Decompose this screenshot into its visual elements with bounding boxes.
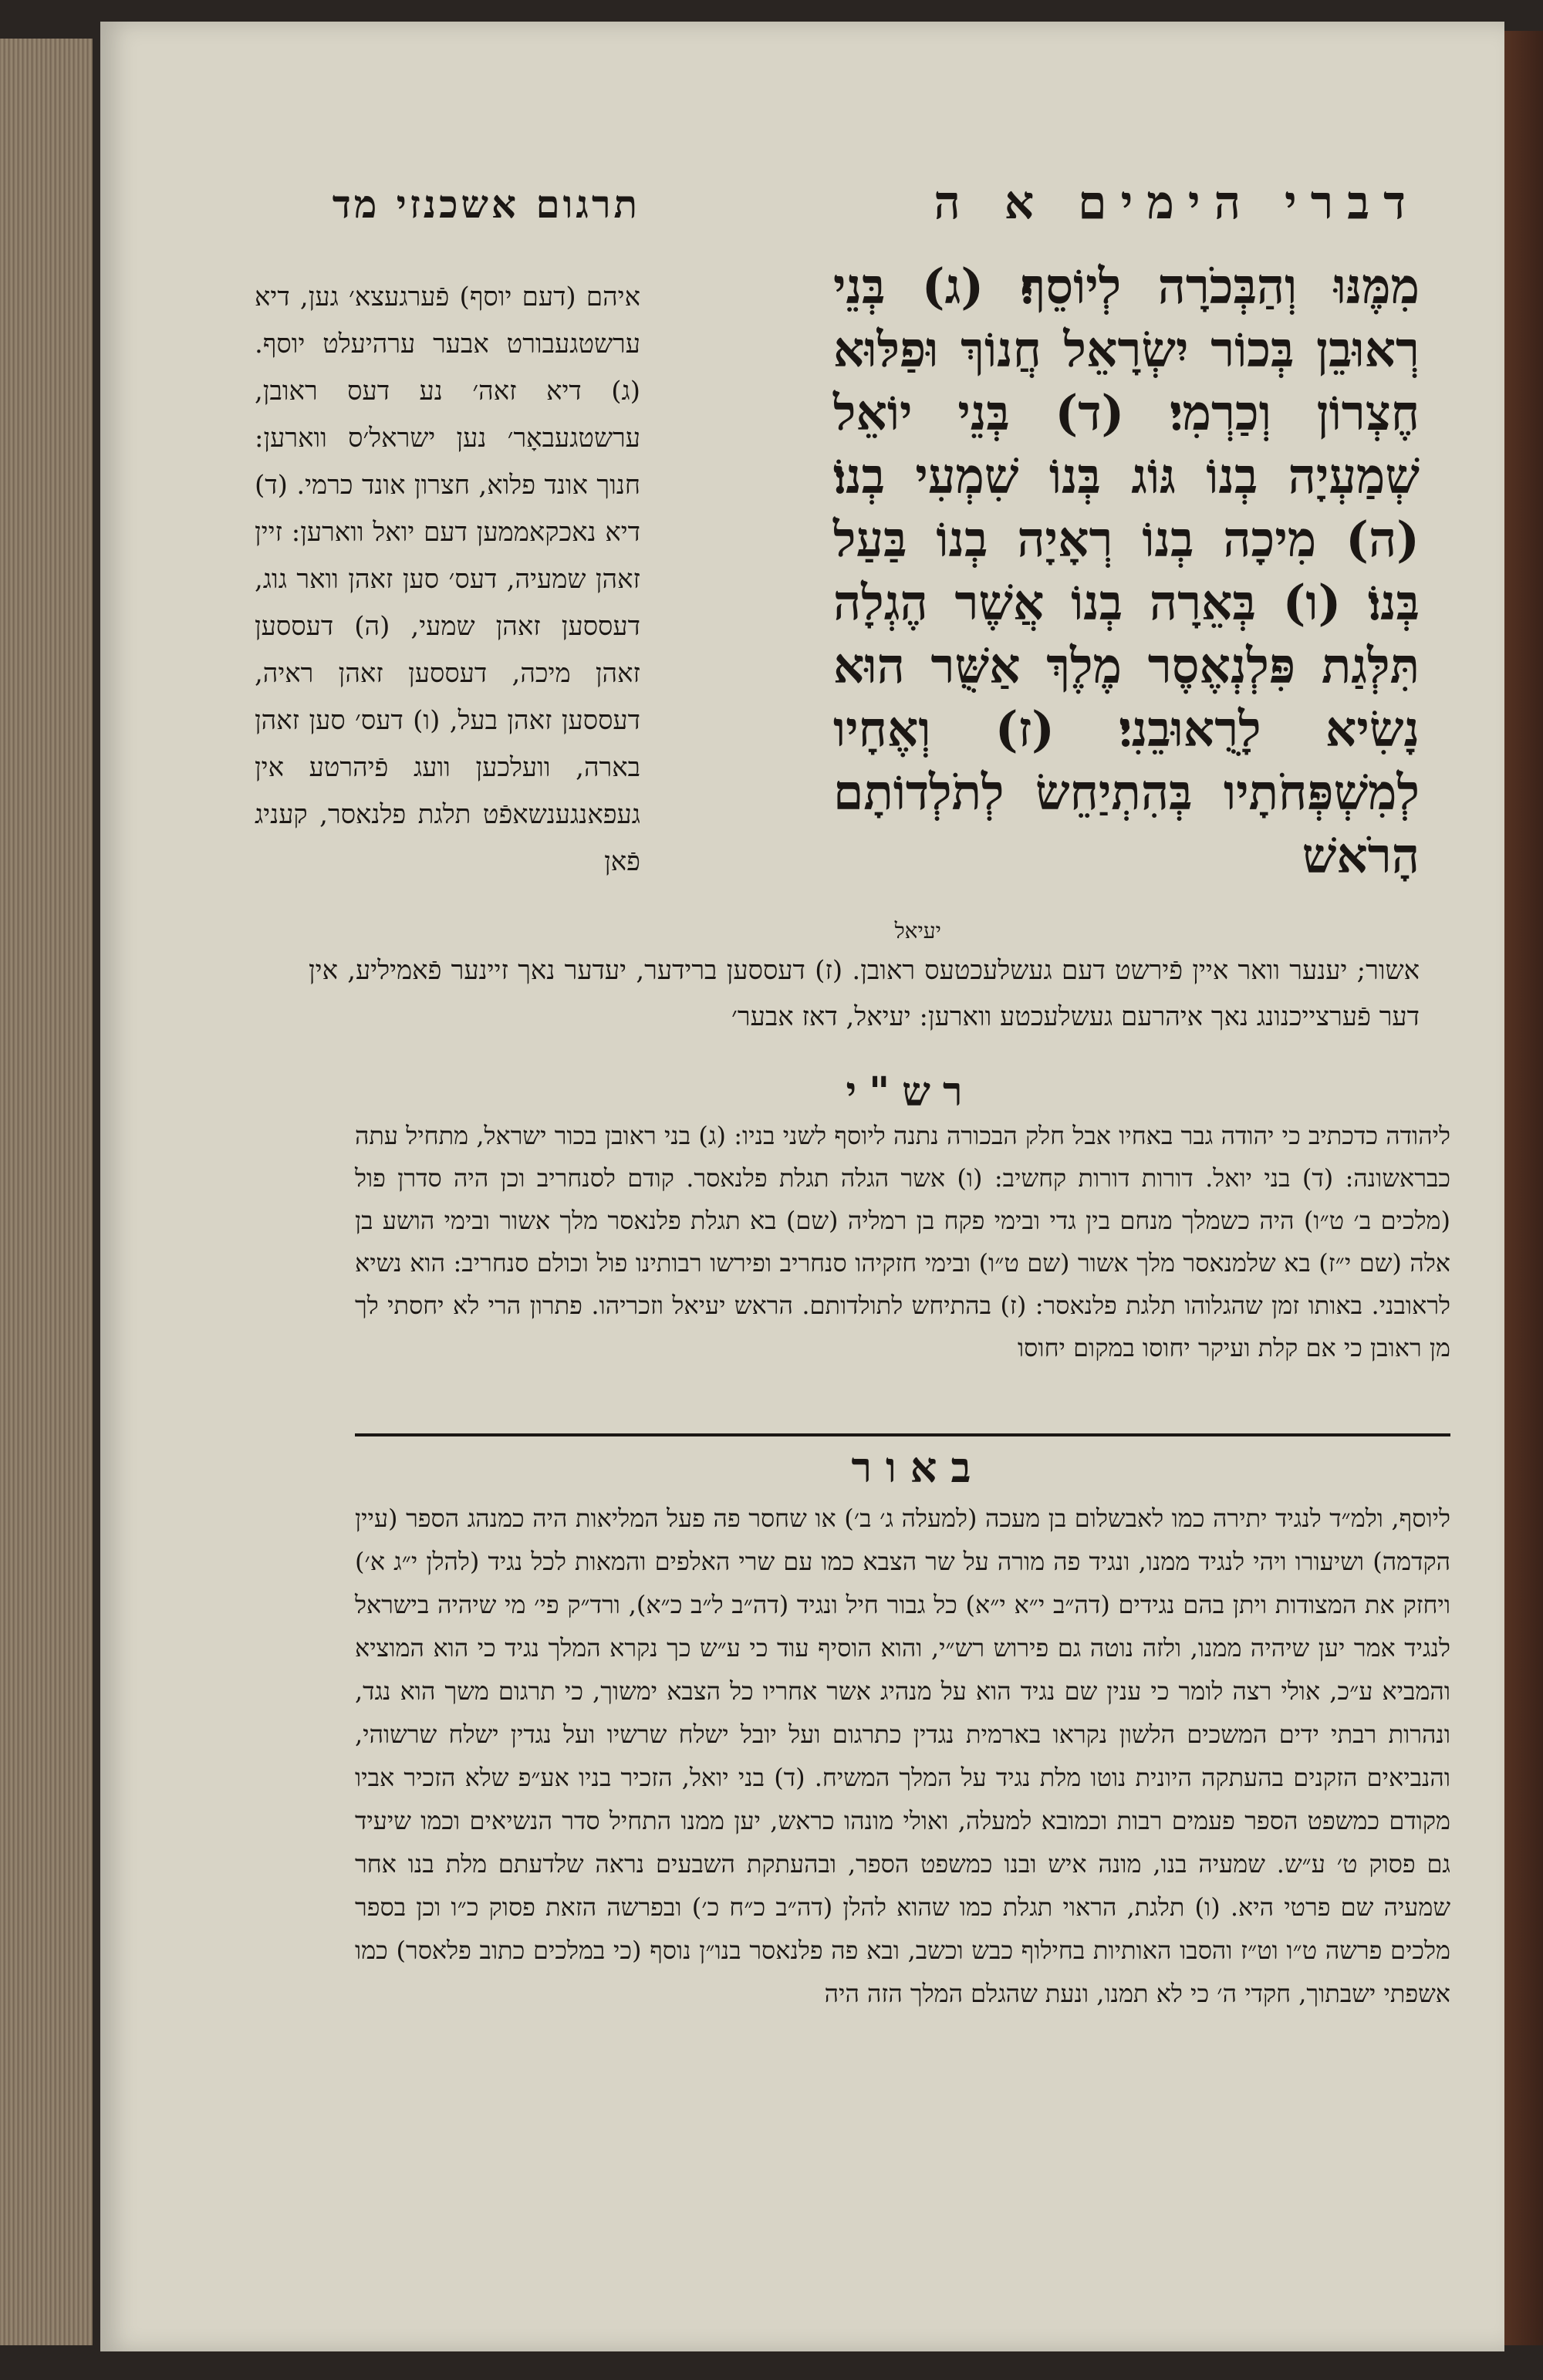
targum-continuation: אשור; יענער וואר איין פֿירשט דעם געשלעכטעס ראובן. (ז) דעססען ברידער, יעדער נאך זיינער פֿאמיליע, אין דער פֿערצייכנונג נאך איהרעם געשלעכטע ווארען: יעיאל, דאז אבער׳: [309, 955, 1420, 1032]
catchword: יעיאל: [894, 918, 941, 944]
running-head-targum: תרגום אשכנזי מד: [332, 181, 640, 227]
biur-commentary: ליוסף, ולמ״ד לנגיד יתירה כמו לאבשלום בן מעכה (למעלה ג׳ ב׳) או שחסר פה פעל המליאות היה כמנהג הספר (עיין הקדמה) ושיעורו ויהי לנגיד ממנו, ונגיד פה מורה על שר הצבא כמו עם שרי האלפים והמאות לכל נגיד (להלן י״ג א׳) ויחזק את המצודות ויתן בהם נגידים (דה״ב י״א י״א) כל גבור חיל ונגיד (דה״ב ל״ב כ״א), ורד״ק פי׳ מי שיהיה בישראל לנגיד אמר יען שיהיה ממנו, ולזה נוטה גם פירוש רש״י, והוא הוסיף עוד כי ע״ש כך נקרא המלך נגיד כי הוא המוציא והמביא ע״כ, אולי רצה לומר כי ענין שם נגיד הוא על מנהיג אשר אחריו כל הצבא ימשוך, כי תרגום משך הוא נגד, ונהרות רבתי ידים המשכים הלשון נקראו בארמית נגדין כתרגום ועל יובל ישלח שרשיו ועל נגדין ישלח שרשוהי, והנביאים הזקנים בהעתקה היונית נוטו מלת נגיד על המלך המשיח. (ד) בני יואל, הזכיר בניו אע״פ שלא הזכיר אביו מקודם כמשפט הספר פעמים רבות וכמובא למעלה, ואולי מונהו כראש, יען ממנו התחיל סדר הנשיאים וכמו שיעיד גם פסוק ט׳ ע״ש. שמעיה בנו, מונה איש ובנו כמשפט הספר, ובהעתקת השבעים נראה שלדעתם מלת בנו אחר שמעיה שם פרטי היא. (ו) תלגת, הראוי תגלת כמו שהוא להלן (דה״ב כ״ח כ׳) ובפרשה הזאת פסוק כ״ו וכן בספר מלכים פרשה ט״ו וט״ז והסבו האותיות בחילוף כבש וכשב, ובא פה פלנאסר בנו״ן נוסף (כי במלכים כתוב פלאסר) כמו אשפתי ישבתוך, חקדי ה׳ כי לא תמנו, ונעת שהגלם המלך הזה היה: [355, 1504, 1451, 2008]
targum-column: איהם (דעם יוסף) פֿערגעצא׳ גען, דיא ערשטגעבורט אבער ערהיעלט יוסף. (ג) דיא זאה׳ נע דעס ראובן, ערשטגעבאָר׳ נען ישראל׳ס ווארען: חנוך אונד פלוא, חצרון אונד כרמי. (ד) דיא נאכקאממען דעם יואל ווארען: זיין זאהן שמעיה, דעס׳ סען זאהן וואר גוג, דעססען זאהן שמעי, (ה) דעססען זאהן מיכה, דעססען זאהן ראיה, דעססען זאהן בעל, (ו) דעס׳ סען זאהן בארה, וועלכען וועג פֿיהרטע אין געפאנגענשאפֿט תלגת פלנאסר, קעניג פֿאן: [255, 282, 640, 877]
running-head-title: דברי הימים א ה: [934, 176, 1420, 230]
biur-heading: באור: [851, 1443, 985, 1492]
rashi-heading: רש"י: [846, 1068, 975, 1116]
book-page-edges: [0, 39, 93, 2345]
scripture-text: מִמֶּנּוּ וְהַבְּכֹרָה לְיוֹסֵף׃ (ג) בְּנֵי רְאוּבֵן בְּכוֹר יִשְׂרָאֵל חֲנוֹךְ וּפַלּוּא חֶצְרוֹן וְכַרְמִי׃ (ד) בְּנֵי יוֹאֵל שְׁמַעְיָה בְנוֹ גּוֹג בְּנוֹ שִׁמְעִי בְנוֹ׃ (ה) מִיכָה בְנוֹ רְאָיָה בְנוֹ בַּעַל בְּנוֹ׃ (ו) בְּאֵרָה בְנוֹ אֲשֶׁר הֶגְלָה תִּלְּגַת פִּלְנְאֶסֶר מֶלֶךְ אַשֻּׁר הוּא נָשִׂיא לָרֻאוּבֵנִי׃ (ז) וְאֶחָיו לְמִשְׁפְּחֹתָיו בְּהִתְיַחֵשׂ לְתֹלְדוֹתָם הָרֹאשׁ: [833, 258, 1420, 884]
section-divider: [355, 1433, 1450, 1436]
rashi-commentary: ליהודה כדכתיב כי יהודה גבר באחיו אבל חלק הבכורה נתנה ליוסף לשני בניו: (ג) בני ראובן בכור ישראל, מתחיל עתה כבראשונה: (ד) בני יואל. דורות דורות קחשיב: (ו) אשר הגלה תגלת פלנאסר. קודם לסנחריב וכן היה סדרן פול (מלכים ב׳ ט״ו) היה כשמלך מנחם בין גדי ובימי פקח בן רמליה (שם) בא תגלת פלנאסר מלך אשור ובימי הושע בן אלה (שם י״ז) בא שלמנאסר מלך אשור (שם ט״ו) ובימי חזקיהו סנחריב ופירשו רבותינו פול וכולם סנחריב: הוא נשיא לראובני. באותו זמן שהגלוהו תלגת פלנאסר: (ז) בהתיחש לתולדותם. הראש יעיאל וזכריהו. פתרון הרי לא יחסתי לך מן ראובן כי אם קלת ועיקר יחוסו במקום יחוסו: [355, 1121, 1451, 1362]
